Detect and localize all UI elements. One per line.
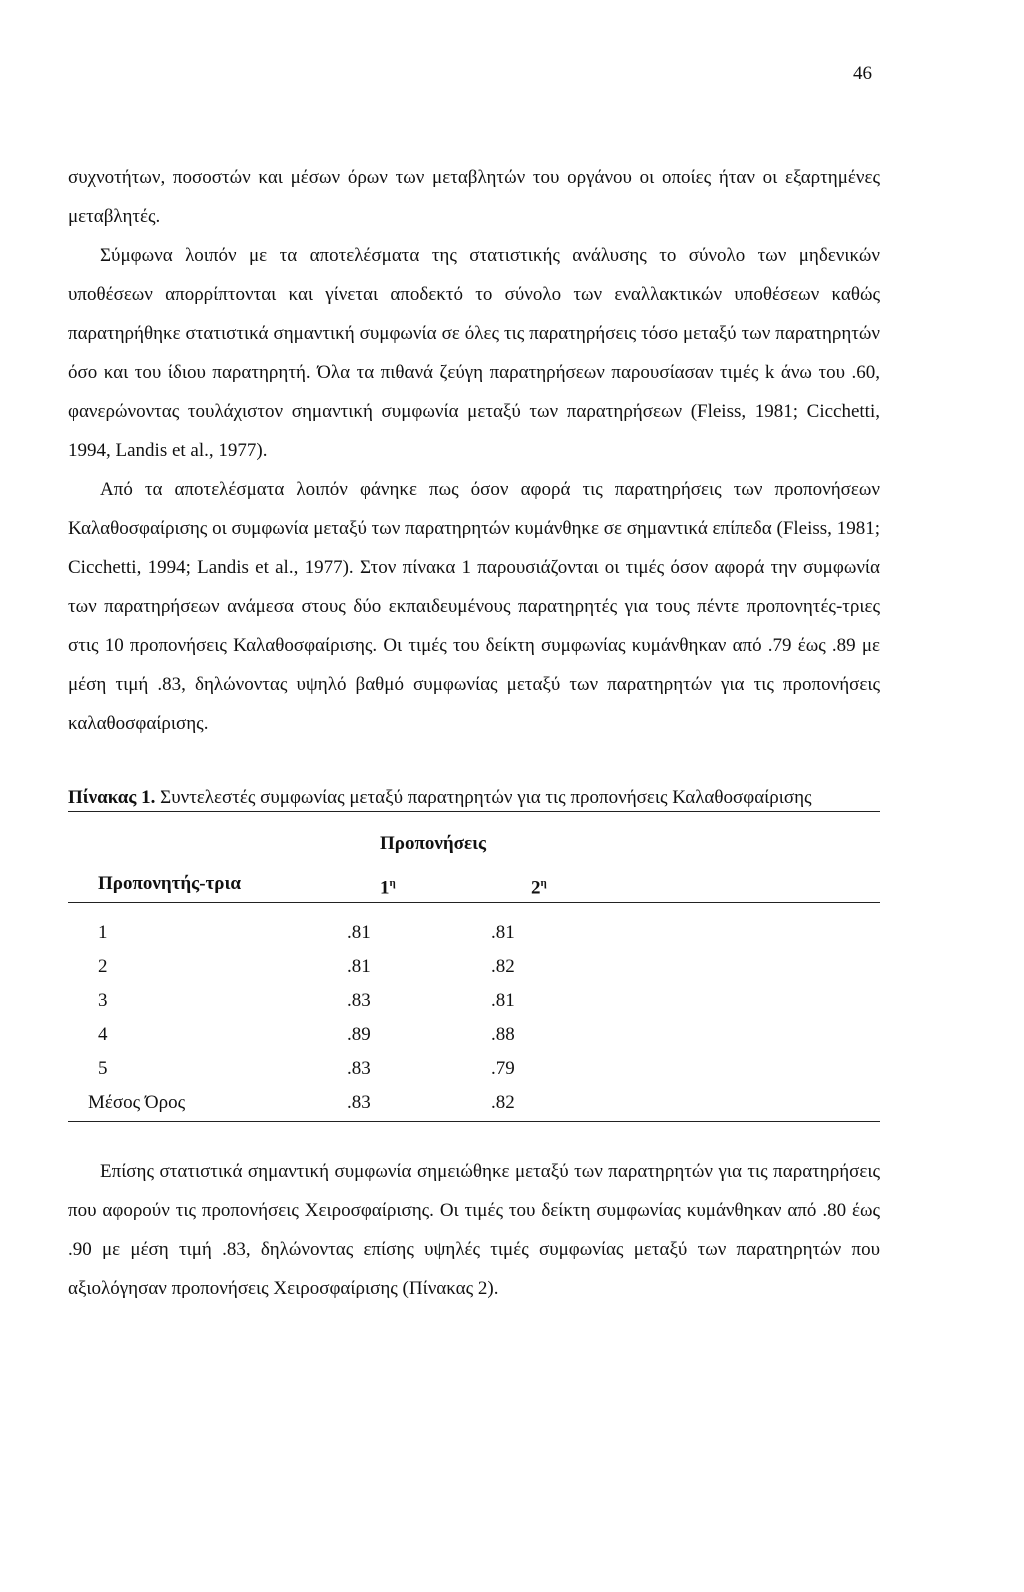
cell-session-2: .79 — [491, 1058, 515, 1079]
group-header: Προπονήσεις — [380, 833, 486, 854]
cell-session-2: .88 — [491, 1024, 515, 1045]
table-row — [68, 911, 880, 945]
cell-session-1: .81 — [347, 922, 371, 943]
table-row — [68, 945, 880, 979]
cell-session-2: .82 — [491, 1092, 515, 1113]
paragraph-2: Σύμφωνα λοιπόν με τα αποτελέσματα της στατιστικής ανάλυσης το σύνολο των μηδενικών υποθέσεων απορρίπτονται και γίνεται αποδεκτό το σύνολο των εναλλακτικών υποθέσεων καθώς παρατηρήθηκε στατιστικά σημαντική συμφωνία σε όλες τις παρατηρήσεις τόσο μεταξύ των παρατηρητών όσο και του ίδιου παρατηρητή. Όλα τα πιθανά ζεύγη παρατηρήσεων παρουσίασαν τιμές k άνω του .60, φανερώνοντας τουλάχιστον σημαντική συμφωνία μεταξύ των παρατηρήσεων (Fleiss, 1981; Cicchetti, 1994, Landis et al., 1977). — [68, 245, 880, 461]
cell-session-1: .83 — [347, 1092, 371, 1113]
paragraph-1: συχνοτήτων, ποσοστών και μέσων όρων των μεταβλητών του οργάνου οι οποίες ήταν οι εξαρτημένες μεταβλητές. — [68, 167, 880, 227]
col-header-1: $1^\eta$ — [380, 877, 396, 899]
cell-session-2: .81 — [491, 922, 515, 943]
agreement-table — [68, 811, 880, 1122]
cell-session-1: .81 — [347, 956, 371, 977]
table-bottom-rule — [68, 1121, 880, 1122]
document-body — [68, 158, 880, 1308]
paragraph-3: Από τα αποτελέσματα λοιπόν φάνηκε πως όσον αφορά τις παρατηρήσεις των προπονήσεων Καλαθοσφαίρισης οι συμφωνία μεταξύ των παρατηρητών κυμάνθηκε σε σημαντικά επίπεδα (Fleiss, 1981; Cicchetti, 1994; Landis et al., 1977). Στον πίνακα 1 παρουσιάζονται οι τιμές όσον αφορά την συμφωνία των παρατηρήσεων ανάμεσα στους δύο εκπαιδευμένους παρατηρητές για τους πέντε προπονητές-τριες στις 10 προπονήσεις Καλαθοσφαίρισης. Οι τιμές του δείκτη συμφωνίας κυμάνθηκαν από .79 έως .89 με μέση τιμή .83, δηλώνοντας υψηλό βαθμό συμφωνίας μεταξύ των παρατηρητών για τις προπονήσεις καλαθοσφαίρισης. — [68, 479, 880, 734]
row-label: 1 — [98, 922, 108, 943]
row-label: 3 — [98, 990, 108, 1011]
page-number: 46 — [853, 63, 872, 84]
table-row — [68, 1013, 880, 1047]
table-caption-label: Πίνακας 1. — [68, 787, 156, 808]
cell-session-1: .83 — [347, 1058, 371, 1079]
table-caption — [68, 785, 880, 811]
table-row — [68, 979, 880, 1013]
table-body — [68, 911, 880, 1115]
row-label: 5 — [98, 1058, 108, 1079]
paragraph-4: Επίσης στατιστικά σημαντική συμφωνία σημειώθηκε μεταξύ των παρατηρητών για τις παρατηρήσεις που αφορούν τις προπονήσεις Χειροσφαίρισης. Οι τιμές του δείκτη συμφωνίας κυμάνθηκαν από .80 έως .90 με μέση τιμή .83, δηλώνοντας επίσης υψηλές τιμές συμφωνίας μεταξύ των παρατηρητών που αξιολόγησαν προπονήσεις Χειροσφαίρισης (Πίνακας 2). — [68, 1161, 880, 1299]
table-row — [68, 1081, 880, 1115]
row-label: 2 — [98, 956, 108, 977]
row-label: 4 — [98, 1024, 108, 1045]
cell-session-2: .82 — [491, 956, 515, 977]
row-header: Προπονητής-τρια — [98, 873, 241, 894]
cell-session-1: .83 — [347, 990, 371, 1011]
table-caption-text: Συντελεστές συμφωνίας μεταξύ παρατηρητών για τις προπονήσεις Καλαθοσφαίρισης — [160, 787, 812, 808]
row-label: Μέσος Όρος — [88, 1092, 186, 1113]
cell-session-1: .89 — [347, 1024, 371, 1045]
col-header-2: $2^\eta$ — [531, 877, 547, 899]
cell-session-2: .81 — [491, 990, 515, 1011]
table-row — [68, 1047, 880, 1081]
